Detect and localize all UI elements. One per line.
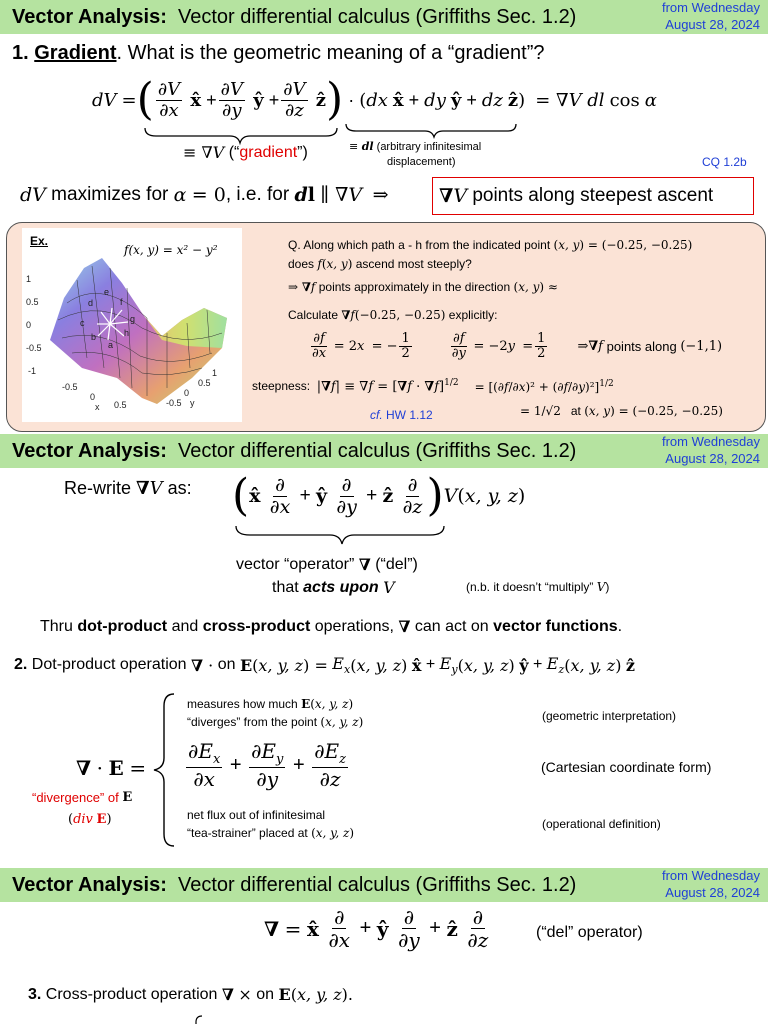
dl-note: ≡ dl (arbitrary infinitesimal displacement) bbox=[349, 140, 482, 168]
svg-text:f: f bbox=[120, 297, 123, 307]
header-date: from Wednesday August 28, 2024 bbox=[661, 0, 760, 32]
measures-text: measures how much E(x, y, z) “diverges” from the point (x, y, z) bbox=[187, 697, 364, 729]
dv-equation: dV = ( $\frac{\partial V}{\partial x}$ x̂ + $\frac{\partial V}{\partial y}$ ŷ + $\frac{\partial V}{\partial z}$ ẑ ) · ( dx x̂ + dy ŷ + dz ẑ ) = ∇ V dl cos α bbox=[92, 74, 657, 125]
svg-text:-0.5: -0.5 bbox=[166, 398, 182, 408]
header-title: Vector Analysis: Vector differential calculus (Griffiths Sec. 1.2) bbox=[12, 6, 577, 28]
cq-label: CQ 1.2b bbox=[702, 155, 747, 169]
nb-note: (n.b. it doesn’t “multiply” V ) bbox=[466, 580, 610, 594]
rewrite-line: Re-write ∇ V as: bbox=[64, 478, 192, 499]
geo-note: (geometric interpretation) bbox=[542, 709, 677, 723]
cart-note: (Cartesian coordinate form) bbox=[541, 759, 712, 775]
svg-text:1: 1 bbox=[212, 368, 218, 378]
svg-text:0.5: 0.5 bbox=[26, 297, 39, 307]
svg-text:h: h bbox=[124, 328, 130, 338]
ex-partials: $\frac{\partial f}{\partial x}$ = 2 x = − $\frac{1}{2}$ $\frac{\partial f}{\partial y}$ = −2 y = $\frac{1}{2}$ ⇒ ∇ f points along (−1,1) bbox=[312, 331, 723, 362]
thru-line: Thru dot-product and cross-product operations, ∇ can act on vector functions . bbox=[40, 617, 623, 636]
divergence-label: “divergence” of E bbox=[32, 790, 133, 805]
svg-text:d: d bbox=[88, 298, 94, 308]
big-brace bbox=[150, 690, 180, 850]
flux-text: net flux out of infinitesimal “tea-strainer” placed at (x, y, z) bbox=[187, 808, 354, 840]
svg-text:-0.5: -0.5 bbox=[26, 343, 42, 353]
header-date: from Wednesday August 28, 2024 bbox=[661, 868, 760, 900]
section-2-title: 2. Dot-product operation ∇ · on E ( x, y, z ) = $E_x$ ( x, y, z ) x̂ + $E_y$ ( x, y, z ) ŷ + $E_z$ ( x, y, z ) ẑ bbox=[14, 654, 636, 677]
svg-text:f(x, y) = x² − y²: f(x, y) = x² − y² bbox=[124, 243, 218, 257]
ex-question: Q. Along which path a - h from the indicated point (x, y) = (−0.25, −0.25) does f(x, y) ascend most steeply? bbox=[288, 238, 693, 271]
svg-text:1: 1 bbox=[26, 274, 32, 284]
del-underbrace bbox=[0, 520, 768, 550]
underbrace-svg bbox=[0, 0, 768, 200]
section-1-title: 1. Gradient . What is the geometric meaning of a “gradient”? bbox=[12, 42, 545, 64]
header-title: Vector Analysis: Vector differential calculus (Griffiths Sec. 1.2) bbox=[12, 874, 577, 896]
surface-plot bbox=[22, 228, 242, 422]
svg-text:g: g bbox=[130, 314, 136, 324]
svg-text:-1: -1 bbox=[28, 366, 37, 376]
ex-calc: Calculate ∇f(−0.25, −0.25) explicitly: bbox=[288, 308, 498, 322]
svg-text:a: a bbox=[108, 340, 114, 350]
svg-text:0.5: 0.5 bbox=[198, 378, 211, 388]
ex-label: Ex. bbox=[30, 234, 49, 248]
div-abbrev: ( div E ) bbox=[68, 812, 112, 827]
svg-text:0: 0 bbox=[184, 388, 190, 398]
boxed-result: ∇ V points along steepest ascent bbox=[432, 177, 754, 215]
div-lhs: ∇ · E = bbox=[76, 756, 147, 780]
svg-text:-0.5: -0.5 bbox=[62, 382, 78, 392]
header-title: Vector Analysis: Vector differential calculus (Griffiths Sec. 1.2) bbox=[12, 440, 577, 462]
header-bar-3 bbox=[0, 868, 768, 902]
ex-steepness: steepness: $|\nabla f| \equiv \nabla f = [\nabla f \cdot \nabla f]^{1/2}$ = $[(\partial f/\partial x)^2 + (\partial f/\partial y)^2]^{1/2}$ bbox=[252, 378, 614, 395]
svg-text:0.5: 0.5 bbox=[114, 400, 127, 410]
svg-text:b: b bbox=[91, 332, 97, 342]
op-note: (operational definition) bbox=[542, 817, 661, 831]
max-line: dV maximizes for α = 0 , i.e. for d l ∥ ∇ V ⇒ bbox=[20, 184, 389, 206]
cartesian-divergence: $\frac{\partial E_x}{\partial x}$ + $\frac{\partial E_y}{\partial y}$ + $\frac{\partial E_z}{\partial z}$ bbox=[188, 739, 347, 792]
svg-text:0: 0 bbox=[26, 320, 32, 330]
gradient-label: ≡ ∇ V (“ gradient ”) bbox=[183, 143, 308, 162]
header-bar-2 bbox=[0, 434, 768, 468]
ex-points: ⇒ ∇f points approximately in the direction (x, y) ≈ bbox=[288, 280, 558, 294]
header-date: from Wednesday August 28, 2024 bbox=[661, 434, 760, 466]
svg-text:c: c bbox=[80, 318, 85, 328]
section-3-title: 3. Cross-product operation ∇ × on E ( x, y, z ). bbox=[28, 985, 353, 1004]
svg-text:y: y bbox=[190, 398, 195, 408]
operator-line: vector “operator” ∇ (“del”) bbox=[236, 555, 418, 574]
svg-text:x: x bbox=[95, 402, 100, 412]
del-definition: ∇ = x̂ $\frac{\partial}{\partial x}$ + ŷ $\frac{\partial}{\partial y}$ + ẑ $\frac{\partial}{\partial z}$ bbox=[264, 905, 489, 952]
partial-brace bbox=[190, 1014, 210, 1024]
ex-result: = 1/√2 at ( x, y ) = (−0.25, −0.25) bbox=[520, 404, 723, 418]
svg-text:e: e bbox=[104, 287, 110, 297]
acts-line: that acts upon V bbox=[272, 578, 395, 597]
svg-text:0: 0 bbox=[90, 392, 96, 402]
del-op-note: (“del” operator) bbox=[536, 924, 643, 941]
del-expression: ( x̂ $\frac{\partial}{\partial x}$ + ŷ $\frac{\partial}{\partial y}$ + ẑ $\frac{\partial}{\partial z}$ ) V ( x, y, z ) bbox=[232, 470, 526, 521]
hw-reference[interactable]: cf. HW 1.12 bbox=[370, 408, 433, 422]
